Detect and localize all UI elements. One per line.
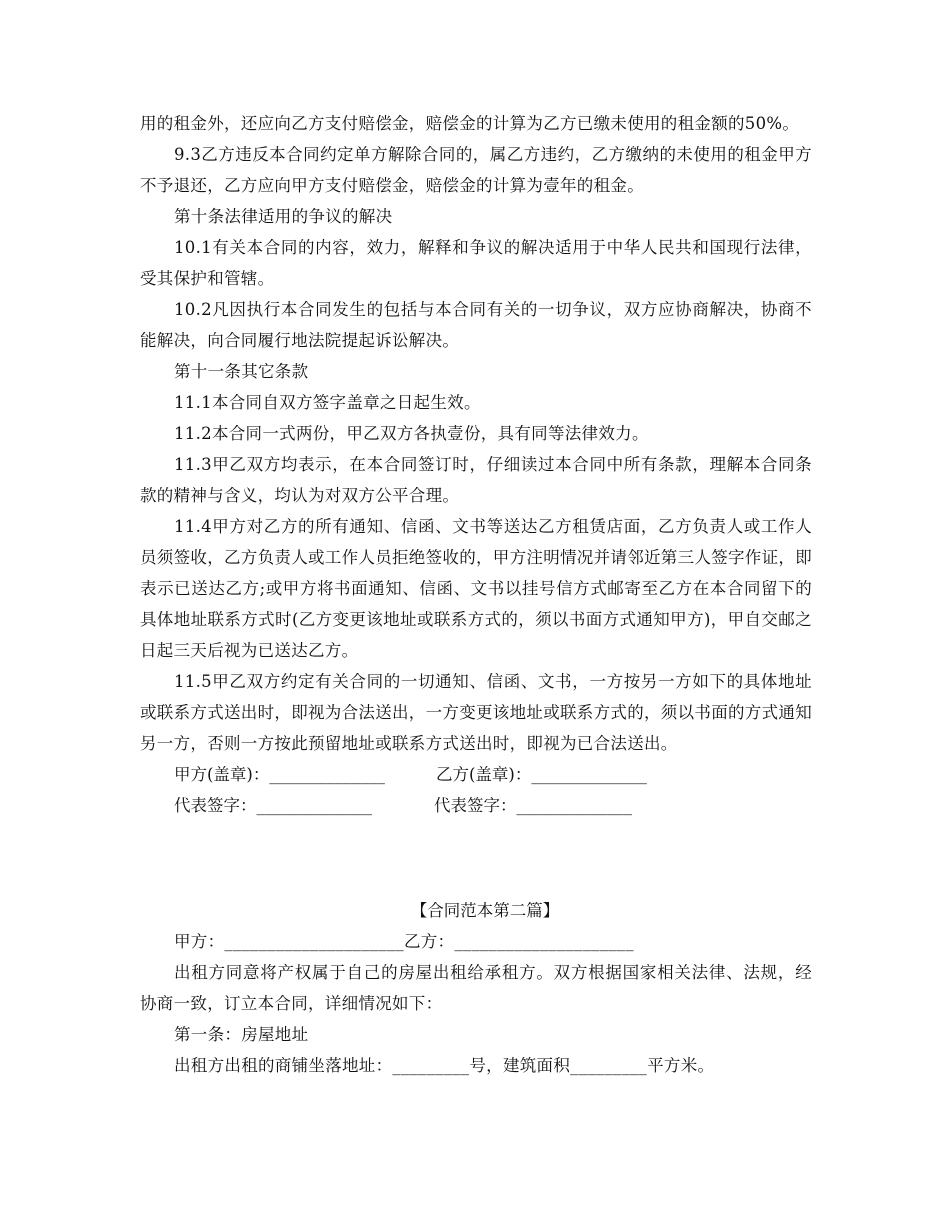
clause-paragraph: 第一条：房屋地址 bbox=[174, 1025, 309, 1044]
representative-row bbox=[140, 790, 812, 821]
party-a-representative-line: 代表签字：______________ bbox=[174, 796, 372, 815]
clause-paragraph: 出租方同意将产权属于自己的房屋出租给承租方。双方根据国家相关法律、法规，经协商一致，订立本合同，详细情况如下： bbox=[140, 963, 812, 1013]
section-spacer bbox=[140, 821, 812, 895]
clause-paragraph: 10.1有关本合同的内容，效力，解释和争议的解决适用于中华人民共和国现行法律，受其保护和管辖。 bbox=[140, 238, 812, 288]
contract-clauses-part2 bbox=[140, 926, 812, 1081]
section2-title: 【合同范本第二篇】 bbox=[410, 901, 560, 920]
clause-paragraph: 11.3甲乙双方均表示，在本合同签订时，仔细读过本合同中所有条款，理解本合同条款的精神与含义，均认为对双方公平合理。 bbox=[140, 455, 812, 505]
clause-paragraph: 甲方：_____________________乙方：_____________________ bbox=[174, 932, 634, 951]
clause-paragraph: 11.5甲乙双方约定有关合同的一切通知、信函、文书，一方按另一方如下的具体地址或联系方式送出时，即视为合法送出，一方变更该地址或联系方式的，须以书面的方式通知另一方，否则一方按此预留地址或联系方式送出时，即视为已合法送出。 bbox=[140, 672, 812, 753]
clause-paragraph: 9.3乙方违反本合同约定单方解除合同的，属乙方违约，乙方缴纳的未使用的租金甲方不予退还，乙方应向甲方支付赔偿金，赔偿金的计算为壹年的租金。 bbox=[140, 145, 812, 195]
seal-row bbox=[140, 759, 812, 790]
contract-clauses-part1 bbox=[140, 108, 812, 759]
clause-paragraph: 10.2凡因执行本合同发生的包括与本合同有关的一切争议，双方应协商解决，协商不能解决，向合同履行地法院提起诉讼解决。 bbox=[140, 300, 812, 350]
party-b-representative-line: 代表签字：______________ bbox=[434, 796, 632, 815]
party-a-seal-line: 甲方(盖章)：______________ bbox=[174, 765, 385, 784]
clause-paragraph: 第十一条其它条款 bbox=[174, 362, 309, 381]
clause-paragraph: 11.4甲方对乙方的所有通知、信函、文书等送达乙方租赁店面，乙方负责人或工作人员须签收，乙方负责人或工作人员拒绝签收的，甲方注明情况并请邻近第三人签字作证，即表示已送达乙方;或甲方将书面通知、信函、文书以挂号信方式邮寄至乙方在本合同留下的具体地址联系方式时(乙方变更该地址或联系方式的，须以书面方式通知甲方)，甲自交邮之日起三天后视为已送达乙方。 bbox=[140, 517, 812, 660]
document-page bbox=[140, 108, 812, 1081]
clause-paragraph: 出租方出租的商铺坐落地址：_________号，建筑面积_________平方米。 bbox=[174, 1056, 715, 1075]
clause-paragraph: 用的租金外，还应向乙方支付赔偿金，赔偿金的计算为乙方已缴未使用的租金额的50%。 bbox=[140, 114, 800, 133]
clause-paragraph: 11.1本合同自双方签字盖章之日起生效。 bbox=[174, 393, 481, 412]
party-b-seal-line: 乙方(盖章)：______________ bbox=[436, 765, 647, 784]
clause-paragraph: 11.2本合同一式两份，甲乙双方各执壹份，具有同等法律效力。 bbox=[174, 424, 649, 443]
clause-paragraph: 第十条法律适用的争议的解决 bbox=[174, 207, 393, 226]
